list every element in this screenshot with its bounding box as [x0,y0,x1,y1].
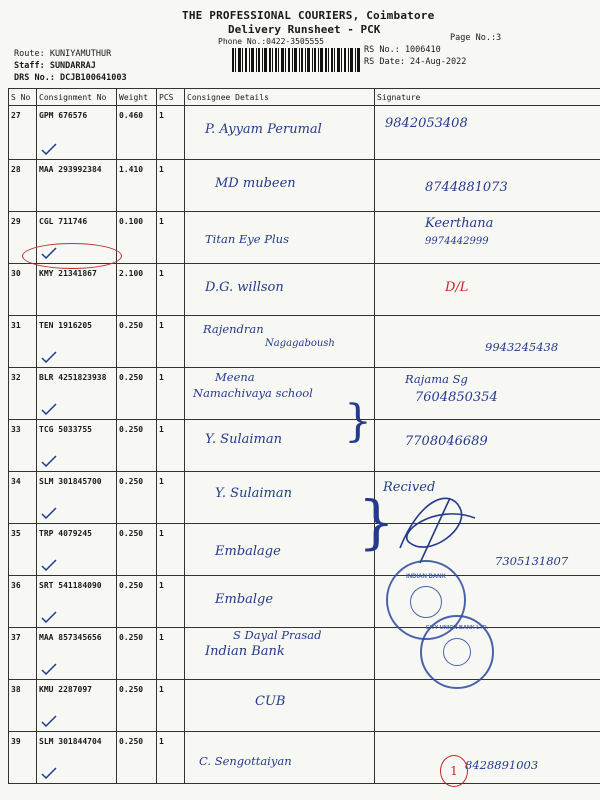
row-weight: 0.460 [117,106,157,160]
row-consignment: MAA 293992384 [37,160,117,212]
row-signature [375,160,600,212]
rs-date: RS Date: 24-Aug-2022 [364,57,467,67]
signature-handwriting: 8744881073 [425,180,508,195]
table-row [9,576,600,628]
consignee-handwriting: Y. Sulaiman [215,486,292,501]
runsheet-table [8,88,600,784]
consignee-handwriting: Embalge [215,592,274,607]
row-pcs: 1 [157,264,185,316]
indian-bank-stamp: INDIAN BANK [386,560,466,640]
signature-handwriting: Rajama Sg [405,372,468,386]
row-pcs: 1 [157,524,185,576]
city-union-bank-stamp: CITY UNION BANK LTD. [420,615,494,689]
row-pcs: 1 [157,368,185,420]
signature-handwriting: Recived [383,480,436,495]
row-consignment: SRT 541184090 [37,576,117,628]
table-row [9,106,600,160]
row-signature [375,316,600,368]
row-consignee [185,212,375,264]
row-pcs: 1 [157,316,185,368]
row-consignee [185,732,375,784]
brace-mark: } [344,396,372,447]
barcode-image [232,48,360,72]
row-pcs: 1 [157,420,185,472]
consignee-handwriting-line2: Indian Bank [205,644,285,659]
row-consignee [185,472,375,524]
row-pcs: 1 [157,160,185,212]
checkmark-icon [41,559,57,571]
row-sno: 39 [9,732,37,784]
consignee-handwriting: MD mubeen [215,176,296,191]
row-sno: 28 [9,160,37,212]
staff-label: Staff: SUNDARRAJ [14,61,96,71]
signature-handwriting: D/L [445,280,469,295]
page-count-annotation: 1 [440,755,468,787]
consignee-handwriting: C. Sengottaiyan [199,754,292,768]
row-sno: 38 [9,680,37,732]
checkmark-icon [41,351,57,363]
consignee-handwriting: Embalage [215,544,281,559]
consignee-handwriting-line2: Nagagaboush [265,338,335,349]
row-pcs: 1 [157,106,185,160]
row-consignment: GPM 676576 [37,106,117,160]
rs-number: RS No.: 1006410 [364,45,441,55]
table-row [9,680,600,732]
row-consignee [185,106,375,160]
checkmark-icon [41,663,57,675]
col-pcs: PCS [157,89,185,106]
checkmark-icon [41,611,57,623]
row-sno: 30 [9,264,37,316]
col-consignee: Consignee Details [185,89,375,106]
row-pcs: 1 [157,472,185,524]
document-title: Delivery Runsheet - PCK [228,23,381,36]
table-row [9,524,600,576]
checkmark-icon [41,715,57,727]
consignee-handwriting: D.G. willson [205,280,284,295]
row-weight: 0.250 [117,732,157,784]
consignee-handwriting: Titan Eye Plus [205,232,289,246]
signature-handwriting: Keerthana [425,216,494,231]
table-header-row [9,89,600,106]
consignee-handwriting: CUB [255,694,286,709]
row-weight: 0.250 [117,628,157,680]
row-consignee [185,264,375,316]
row-consignment: SLM 301844704 [37,732,117,784]
phone-number: Phone No.:0422-3505555 [218,37,324,46]
row-pcs: 1 [157,628,185,680]
row-sno: 33 [9,420,37,472]
brace-mark: } [358,488,395,556]
row-pcs: 1 [157,732,185,784]
row-consignment: KMU 2287097 [37,680,117,732]
row-consignment: MAA 857345656 [37,628,117,680]
page-number: Page No.:3 [450,33,502,43]
signature-phone: 9974442999 [425,236,489,247]
row-weight: 0.250 [117,680,157,732]
checkmark-icon [41,767,57,779]
consignee-handwriting-line2: Namachivaya school [193,386,313,400]
signature-handwriting: 9842053408 [385,116,468,131]
row-sno: 31 [9,316,37,368]
row-weight: 0.250 [117,524,157,576]
row-signature [375,212,600,264]
row-sno: 34 [9,472,37,524]
signature-handwriting: 8428891003 [465,758,539,772]
row-weight: 0.100 [117,212,157,264]
row-consignee [185,316,375,368]
row-signature [375,420,600,472]
row-consignee [185,160,375,212]
row-consignment: TEN 1916205 [37,316,117,368]
consignee-handwriting: Rajendran [203,322,264,336]
row-signature [375,368,600,420]
checkmark-icon [41,143,57,155]
signature-handwriting: 9943245438 [485,340,559,354]
consignee-handwriting: Y. Sulaiman [205,432,282,447]
row-signature [375,106,600,160]
row-consignee [185,524,375,576]
table-row [9,420,600,472]
table-row [9,316,600,368]
row-signature [375,680,600,732]
consignee-handwriting: Meena [215,370,255,384]
row-consignment: TCG 5033755 [37,420,117,472]
row-weight: 0.250 [117,576,157,628]
row-pcs: 1 [157,680,185,732]
row-weight: 0.250 [117,472,157,524]
row-sno: 27 [9,106,37,160]
signature-handwriting: 7708046689 [405,434,488,449]
row-consignment: KMY 21341867 [37,264,117,316]
checkmark-icon [41,455,57,467]
row-signature [375,264,600,316]
checkmark-icon [41,507,57,519]
row-consignee [185,576,375,628]
row-pcs: 1 [157,576,185,628]
row-consignee [185,628,375,680]
consignee-handwriting: P. Ayyam Perumal [205,122,322,137]
consignee-handwriting: S Dayal Prasad [233,628,322,642]
row-sno: 32 [9,368,37,420]
row-sno: 29 [9,212,37,264]
signature-scribble [390,488,480,568]
drs-number: DRS No.: DCJB100641003 [14,73,127,83]
row-consignment: CGL 711746 [37,212,117,264]
table-row [9,368,600,420]
row-sno: 35 [9,524,37,576]
row-consignee [185,680,375,732]
checkmark-icon [41,403,57,415]
company-name: THE PROFESSIONAL COURIERS, Coimbatore [182,9,435,22]
col-consignment: Consignment No [37,89,117,106]
row-consignment: SLM 301845700 [37,472,117,524]
row-consignment: TRP 4079245 [37,524,117,576]
route-label: Route: KUNIYAMUTHUR [14,49,112,59]
row-signature [375,732,600,784]
row-weight: 0.250 [117,420,157,472]
signature-phone: 7604850354 [415,390,498,405]
table-row [9,472,600,524]
row-weight: 0.250 [117,368,157,420]
col-signature: Signature [375,89,600,106]
table-row [9,160,600,212]
signature-handwriting: 7305131807 [495,554,569,568]
row-weight: 1.410 [117,160,157,212]
table-row [9,628,600,680]
table-row [9,732,600,784]
red-circle-annotation [22,243,122,269]
row-weight: 2.100 [117,264,157,316]
col-weight: Weight [117,89,157,106]
col-sno: S No [9,89,37,106]
row-weight: 0.250 [117,316,157,368]
table-row [9,264,600,316]
row-consignment: BLR 4251823938 [37,368,117,420]
row-sno: 37 [9,628,37,680]
row-pcs: 1 [157,212,185,264]
row-sno: 36 [9,576,37,628]
